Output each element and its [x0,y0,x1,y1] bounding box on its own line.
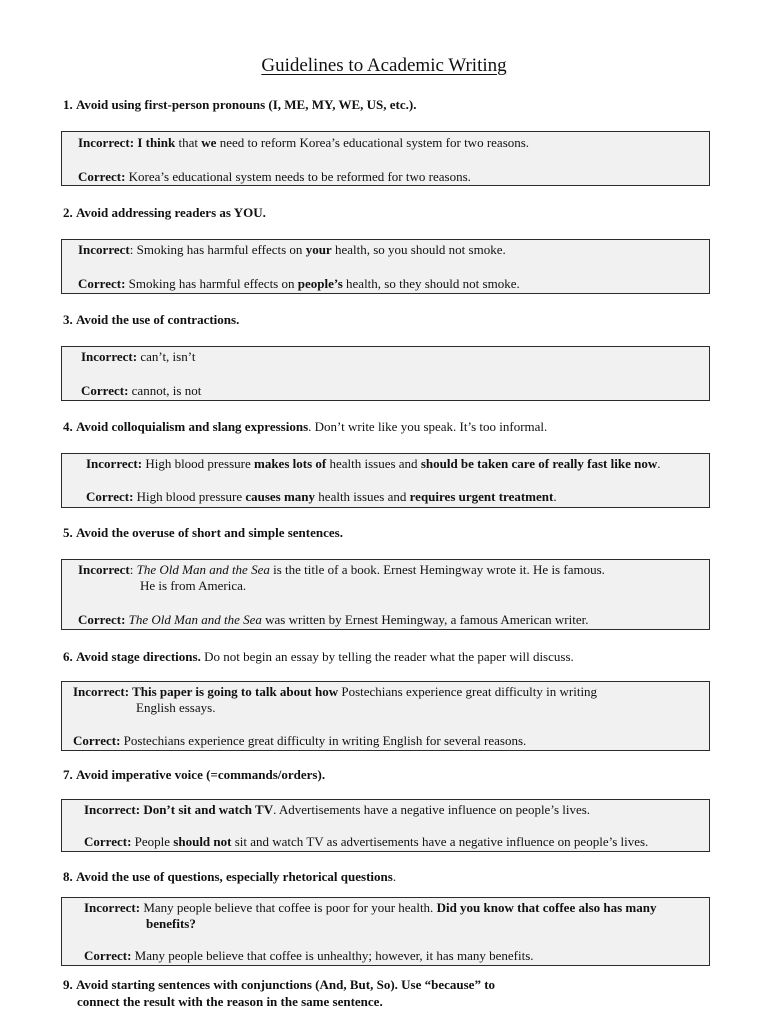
section-6-incorrect: Incorrect: This paper is going to talk about how Postechians experience great difficulty in writing [73,684,598,699]
section-1-incorrect: Incorrect: I think that we need to reform Korea’s educational system for two reasons. [78,135,530,150]
section-4-incorrect: Incorrect: High blood pressure makes lots of health issues and should be taken care of really fast like now. [86,456,661,471]
section-9-heading: 9. Avoid starting sentences with conjunctions (And, But, So). Use “because” to [63,977,496,992]
section-6-heading-bold: Avoid stage directions. [76,649,201,664]
section-8-heading: 8. Avoid the use of questions, especially rhetorical questions. [63,869,397,884]
section-1-correct: Correct: Korea’s educational system needs to be reformed for two reasons. [78,169,471,184]
section-4-correct: Correct: High blood pressure causes many health issues and requires urgent treatment. [86,489,557,504]
section-7-example-box [61,799,710,852]
section-7-correct: Correct: People should not sit and watch TV as advertisements have a negative influence on people’s lives. [84,834,649,849]
section-7-incorrect: Incorrect: Don’t sit and watch TV. Advertisements have a negative influence on people’s lives. [84,802,591,817]
section-1-heading-text: Avoid using first-person pronouns (I, ME, MY, WE, US, etc.). [76,97,417,112]
section-8-example-box [61,897,710,966]
section-3-incorrect: Incorrect: can’t, isn’t [81,349,196,364]
section-4-heading-rest: . Don’t write like you speak. It’s too informal. [308,419,548,434]
section-2-heading: 2. Avoid addressing readers as YOU. [63,205,266,220]
section-1-heading: 1. Avoid using first-person pronouns (I, ME, MY, WE, US, etc.). [63,97,417,112]
page-title: Guidelines to Academic Writing [261,55,507,76]
section-3-correct: Correct: cannot, is not [81,383,202,398]
section-5-incorrect-cont: He is from America. [140,578,247,593]
section-5-heading-text: Avoid the overuse of short and simple sentences. [76,525,343,540]
section-6-heading-rest: Do not begin an essay by telling the reader what the paper will discuss. [200,649,574,664]
section-8-incorrect: Incorrect: Many people believe that coffee is poor for your health. Did you know that coffee also has many [84,900,657,915]
section-4-heading-bold: Avoid colloquialism and slang expressions [76,419,309,434]
section-5-heading: 5. Avoid the overuse of short and simple sentences. [63,525,343,540]
section-8-incorrect-cont: benefits? [146,916,196,931]
section-4-heading: 4. Avoid colloquialism and slang expressions. Don’t write like you speak. It’s too informal. [63,419,548,434]
section-2-incorrect: Incorrect: Smoking has harmful effects on your health, so you should not smoke. [78,242,506,257]
section-8-heading-rest: . [392,869,397,884]
section-5-incorrect: Incorrect: The Old Man and the Sea is the title of a book. Ernest Hemingway wrote it. He is famous. [78,562,605,577]
section-6-heading: 6. Avoid stage directions. Do not begin an essay by telling the reader what the paper will discuss. [63,649,574,664]
section-1-example-box [61,131,710,186]
section-4-example-box [61,453,710,508]
section-3-example-box [61,346,710,401]
section-8-heading-bold: Avoid the use of questions, especially rhetorical questions [76,869,393,884]
section-9-heading-cont: connect the result with the reason in the same sentence. [77,994,383,1009]
section-2-example-box [61,239,710,294]
section-8-correct: Correct: Many people believe that coffee is unhealthy; however, it has many benefits. [84,948,534,963]
section-7-heading-text: Avoid imperative voice (=commands/orders). [76,767,326,782]
section-7-heading: 7. Avoid imperative voice (=commands/orders). [63,767,326,782]
section-6-example-box [61,681,710,751]
section-6-correct: Correct: Postechians experience great difficulty in writing English for several reasons. [73,733,527,748]
section-6-incorrect-cont: English essays. [136,700,216,715]
section-9-heading-text: Avoid starting sentences with conjunctions (And, But, So). Use “because” to [76,977,496,992]
section-5-example-box [61,559,710,630]
section-2-heading-text: Avoid addressing readers as YOU. [76,205,266,220]
section-2-correct: Correct: Smoking has harmful effects on people’s health, so they should not smoke. [78,276,520,291]
section-3-heading: 3. Avoid the use of contractions. [63,312,240,327]
section-5-correct: Correct: The Old Man and the Sea was written by Ernest Hemingway, a famous American writer. [78,612,589,627]
section-3-heading-text: Avoid the use of contractions. [76,312,240,327]
